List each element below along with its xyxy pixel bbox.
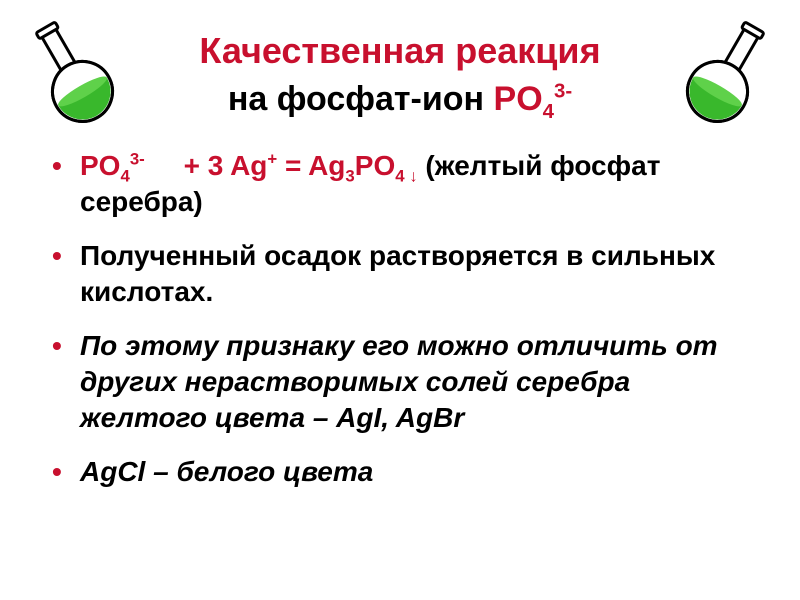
list-item [52, 148, 752, 220]
ion-symbol: PO [493, 80, 543, 118]
list-item [52, 328, 752, 436]
bullet-marker: • [52, 456, 62, 487]
reaction-equation: $PO_4^{3-}$ + 3 $Ag^+ = Ag_3PO_{4 ↓}$ (желтый фосфат серебра) [80, 149, 661, 217]
list-item-text: Полученный осадок растворяется в сильных кислотах. [80, 240, 716, 307]
ion-subscript: 4 [542, 100, 555, 123]
ion-charge: 3- [554, 80, 573, 103]
bullet-marker: • [52, 150, 62, 181]
bullet-marker: • [52, 240, 62, 271]
bullet-list [52, 148, 752, 508]
list-item-text: AgCl – белого цвета [80, 456, 374, 487]
list-item [52, 238, 752, 310]
list-item-text: По этому признаку его можно отличить от других нерастворимых солей серебра желтого цвета – AgI, AgBr [80, 330, 718, 433]
ion-formula [493, 80, 573, 123]
list-item [52, 454, 752, 490]
bullet-marker: • [52, 330, 62, 361]
slide-title: Качественная реакция [199, 30, 601, 71]
slide-subtitle [0, 80, 800, 123]
subtitle-text: на фосфат-ион [227, 80, 494, 118]
